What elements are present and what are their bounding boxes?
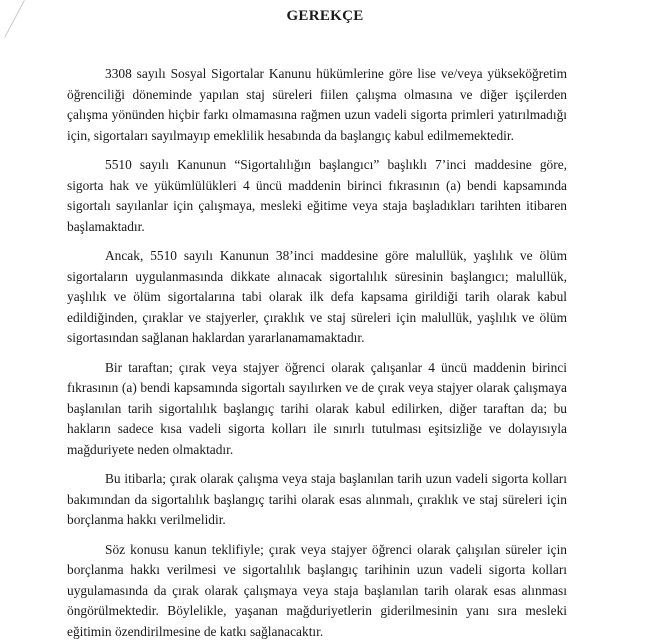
paragraph-3: Ancak, 5510 sayılı Kanunun 38’inci maddesine göre malullük, yaşlılık ve ölüm sigortaların uygulanmasında dikkate alınacak sigortalılık süresinin başlangıcı; malullük, yaşlılık ve ölüm sigortalarına tabi olarak ilk defa kapsama girildiği tarih olarak kabul edildiğinden, çıraklar ve stajyerler, çıraklık ve staj süreleri için malullük, yaşlılık ve ölüm sigortasından sağlanan haklardan yararlanamamaktadır.	[67, 246, 567, 349]
paragraph-5: Bu itibarla; çırak olarak çalışma veya staja başlanılan tarih uzun vadeli sigorta kolları bakımından da sigortalılık başlangıç tarihi olarak esas alınmalı, çıraklık ve staj süreleri için borçlanma hakkı verilmelidir.	[67, 469, 567, 531]
paragraph-4: Bir taraftan; çırak veya stajyer öğrenci olarak çalışanlar 4 üncü maddenin birinci fıkrasının (a) bendi kapsamında sigortalı sayılırken ve de çırak veya stajyer olarak çalışmaya başlanılan tarih sigortalılık başlangıç tarihi olarak kabul edilirken, diğer taraftan da; bu hakların sadece kısa vadeli sigorta kolları ile sınırlı tutulması eşitsizliğe ve dolayısıyla mağduriyete neden olmaktadır.	[67, 358, 567, 461]
paragraph-1: 3308 sayılı Sosyal Sigortalar Kanunu hükümlerine göre lise ve/veya yükseköğretim öğrenciliği döneminde yapılan staj süreleri fiilen çalışma olmasına ve diğer işçilerden çalışma yönünden hiçbir farkı olmamasına rağmen uzun vadeli sigorta primleri yatırılmadığı için, sigortaları sayılmayıp emeklilik hesabında da başlangıç kabul edilmemektedir.	[67, 64, 567, 146]
document-body	[67, 64, 567, 642]
paragraph-2: 5510 sayılı Kanunun “Sigortalılığın başlangıcı” başlıklı 7’inci maddesine göre, sigorta hak ve yükümlülükleri 4 üncü maddenin birinci fıkrasının (a) bendi kapsamında sigortalı sayılanlar için çalışmaya, mesleki eğitime veya staja başladıkları tarihten itibaren başlamaktadır.	[67, 155, 567, 237]
document-title: GEREKÇE	[0, 8, 650, 25]
paragraph-6: Söz konusu kanun teklifiyle; çırak veya stajyer öğrenci olarak çalışılan süreler için borçlanma hakkı verilmesi ve sigortalılık başlangıç tarihinin uzun vadeli sigorta kolları uygulamasında da çırak olarak çalışmaya veya staja başlanılan tarih olarak esas alınması öngörülmektedir. Böylelikle, yaşanan mağduriyetlerin giderilmesinin yanı sıra mesleki eğitimin özendirilmesine de katkı sağlanacaktır.	[67, 540, 567, 642]
